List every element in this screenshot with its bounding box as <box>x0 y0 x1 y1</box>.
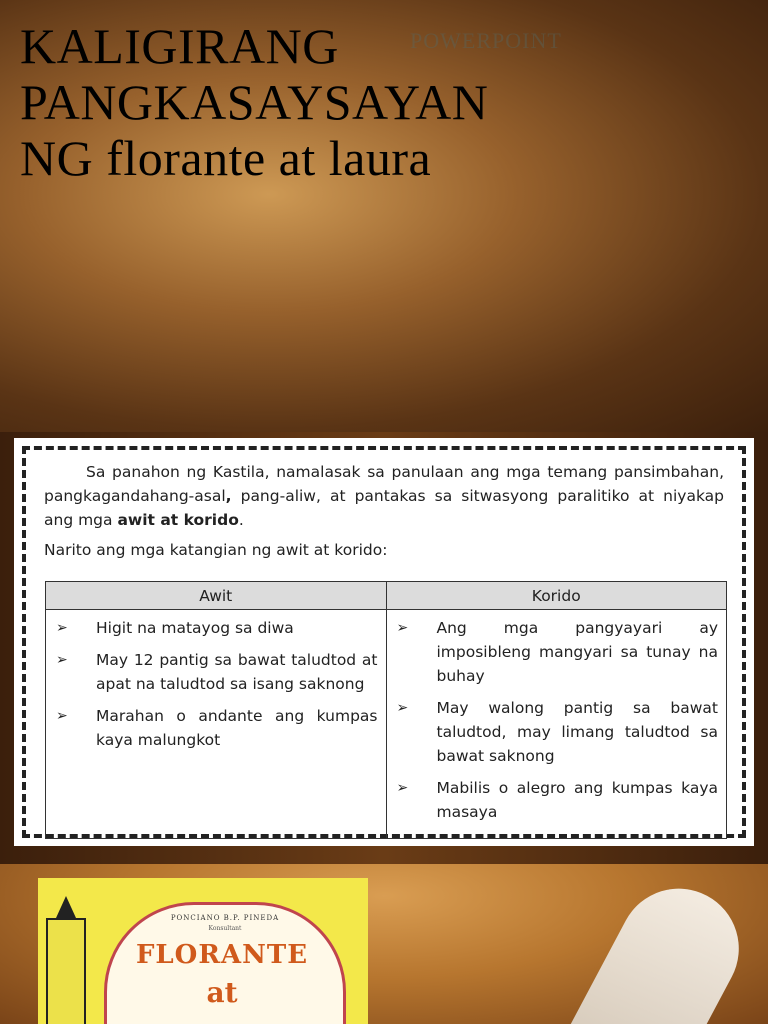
korido-item-text: May walong pantig sa bawat taludtod, may limang taludtod sa bawat saknong <box>436 699 718 765</box>
para-period: . <box>238 511 244 529</box>
cover-slide <box>0 864 768 1024</box>
korido-list <box>393 616 719 824</box>
para-text-2: pang-aliw, at pantakas sa sitwasyong paralitiko at niyakap ang mga <box>44 487 724 529</box>
header-korido: Korido <box>386 582 727 610</box>
quill-feather-image <box>560 868 760 1024</box>
slide-title <box>20 18 488 186</box>
arrow-bullet-icon: ➢ <box>396 620 409 636</box>
watermark-text: POWERPOINT <box>410 28 562 53</box>
list-item <box>393 696 719 768</box>
content-card <box>14 438 754 846</box>
header-awit: Awit <box>46 582 387 610</box>
table-header-row <box>46 582 727 610</box>
awit-cell <box>46 610 387 839</box>
korido-item-text: Mabilis o alegro ang kumpas kaya masaya <box>436 779 718 821</box>
arrow-bullet-icon: ➢ <box>396 700 409 716</box>
arrow-bullet-icon: ➢ <box>56 620 68 636</box>
table-row <box>46 610 727 839</box>
cover-title-line-2: at <box>206 976 238 1009</box>
cover-author: PONCIANO B.P. PINEDA <box>170 914 280 922</box>
para-text-1: Sa panahon ng Kastila, namalasak sa panulaan ang mga temang pansimbahan, pangkagandahang-asal <box>44 463 724 505</box>
para-bold-terms: awit at korido <box>117 511 239 529</box>
korido-cell <box>386 610 727 839</box>
table-intro: Narito ang mga katangian ng awit at korido: <box>44 541 388 559</box>
awit-list <box>52 616 378 752</box>
title-line-1: KALIGIRANG <box>20 18 339 74</box>
awit-item-text: May 12 pantig sa bawat taludtod at apat na taludtod sa isang saknong <box>96 651 378 693</box>
list-item <box>393 776 719 824</box>
arrow-bullet-icon: ➢ <box>56 708 68 724</box>
cover-title-line-1: FLORANTE <box>135 940 309 970</box>
tower-illustration <box>46 918 86 1024</box>
arrow-bullet-icon: ➢ <box>396 780 409 796</box>
title-line-2: PANGKASAYSAYAN <box>20 74 489 130</box>
para-bold-comma: , <box>225 487 232 505</box>
list-item <box>52 616 378 640</box>
awit-item-text: Higit na matayog sa diwa <box>96 619 294 637</box>
korido-item-text: Ang mga pangyayari ay imposibleng mangyari sa tunay na buhay <box>436 619 718 685</box>
awit-item-text: Marahan o andante ang kumpas kaya malungkot <box>96 707 378 749</box>
intro-paragraph <box>44 460 724 532</box>
list-item <box>52 704 378 752</box>
title-line-3: NG florante at laura <box>20 130 432 186</box>
book-cover-image <box>38 878 368 1024</box>
arrow-bullet-icon: ➢ <box>56 652 68 668</box>
title-slide <box>0 0 768 432</box>
comparison-table <box>45 581 727 839</box>
content-slide <box>0 432 768 864</box>
list-item <box>393 616 719 688</box>
list-item <box>52 648 378 696</box>
cover-editor: Konsultant <box>208 925 242 932</box>
